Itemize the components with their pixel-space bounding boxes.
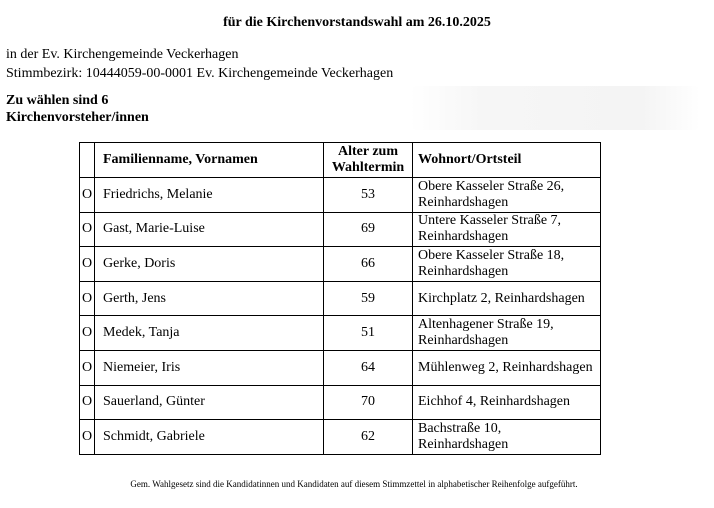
candidate-address: Bachstraße 10, Reinhardshagen — [413, 420, 601, 455]
vote-circle[interactable]: O — [80, 247, 95, 282]
candidate-name: Medek, Tanja — [95, 316, 324, 351]
candidate-address: Altenhagener Straße 19, Reinhardshagen — [413, 316, 601, 351]
table-row — [80, 247, 601, 282]
candidate-age: 59 — [324, 281, 413, 316]
parish-info — [6, 45, 393, 83]
table-row — [80, 316, 601, 351]
footnote: Gem. Wahlgesetz sind die Kandidatinnen und Kandidaten auf diesem Stimmzettel in alphabetischer Reihenfolge aufgeführt. — [130, 479, 578, 489]
header-name: Familienname, Vornamen — [95, 143, 324, 178]
candidate-age: 62 — [324, 420, 413, 455]
to-elect-info — [6, 92, 149, 126]
candidate-address: Eichhof 4, Reinhardshagen — [413, 385, 601, 420]
candidate-name: Gerth, Jens — [95, 281, 324, 316]
to-elect-role: Kirchenvorsteher/innen — [6, 110, 149, 125]
header-age: Alter zum Wahltermin — [324, 143, 413, 178]
candidate-age: 70 — [324, 385, 413, 420]
candidate-address: Obere Kasseler Straße 26, Reinhardshagen — [413, 178, 601, 213]
candidate-address: Kirchplatz 2, Reinhardshagen — [413, 281, 601, 316]
table-row — [80, 212, 601, 247]
parish-line: in der Ev. Kirchengemeinde Veckerhagen — [6, 47, 239, 62]
candidate-name: Sauerland, Günter — [95, 385, 324, 420]
candidate-address: Untere Kasseler Straße 7, Reinhardshagen — [413, 212, 601, 247]
vote-circle[interactable]: O — [80, 385, 95, 420]
candidate-name: Gast, Marie-Luise — [95, 212, 324, 247]
candidate-age: 66 — [324, 247, 413, 282]
table-header-row — [80, 143, 601, 178]
table-row — [80, 385, 601, 420]
faded-smudge — [410, 86, 700, 130]
candidate-age: 69 — [324, 212, 413, 247]
candidate-age: 51 — [324, 316, 413, 351]
ballot-title: für die Kirchenvorstandswahl am 26.10.2025 — [223, 15, 491, 30]
header-address: Wohnort/Ortsteil — [413, 143, 601, 178]
to-elect-count: Zu wählen sind 6 — [6, 93, 109, 108]
candidate-address: Mühlenweg 2, Reinhardshagen — [413, 350, 601, 385]
district-line: Stimmbezirk: 10444059-00-0001 Ev. Kirchengemeinde Veckerhagen — [6, 66, 394, 81]
vote-circle[interactable]: O — [80, 281, 95, 316]
vote-circle[interactable]: O — [80, 350, 95, 385]
candidate-age: 64 — [324, 350, 413, 385]
candidate-age: 53 — [324, 178, 413, 213]
candidate-address: Obere Kasseler Straße 18, Reinhardshagen — [413, 247, 601, 282]
candidate-name: Gerke, Doris — [95, 247, 324, 282]
vote-circle[interactable]: O — [80, 178, 95, 213]
table-row — [80, 281, 601, 316]
table-row — [80, 178, 601, 213]
candidate-name: Schmidt, Gabriele — [95, 420, 324, 455]
candidate-name: Niemeier, Iris — [95, 350, 324, 385]
vote-circle[interactable]: O — [80, 316, 95, 351]
candidate-table — [79, 142, 601, 455]
candidate-name: Friedrichs, Melanie — [95, 178, 324, 213]
vote-circle[interactable]: O — [80, 212, 95, 247]
table-row — [80, 420, 601, 455]
vote-circle[interactable]: O — [80, 420, 95, 455]
table-row — [80, 350, 601, 385]
header-mark — [80, 143, 95, 178]
